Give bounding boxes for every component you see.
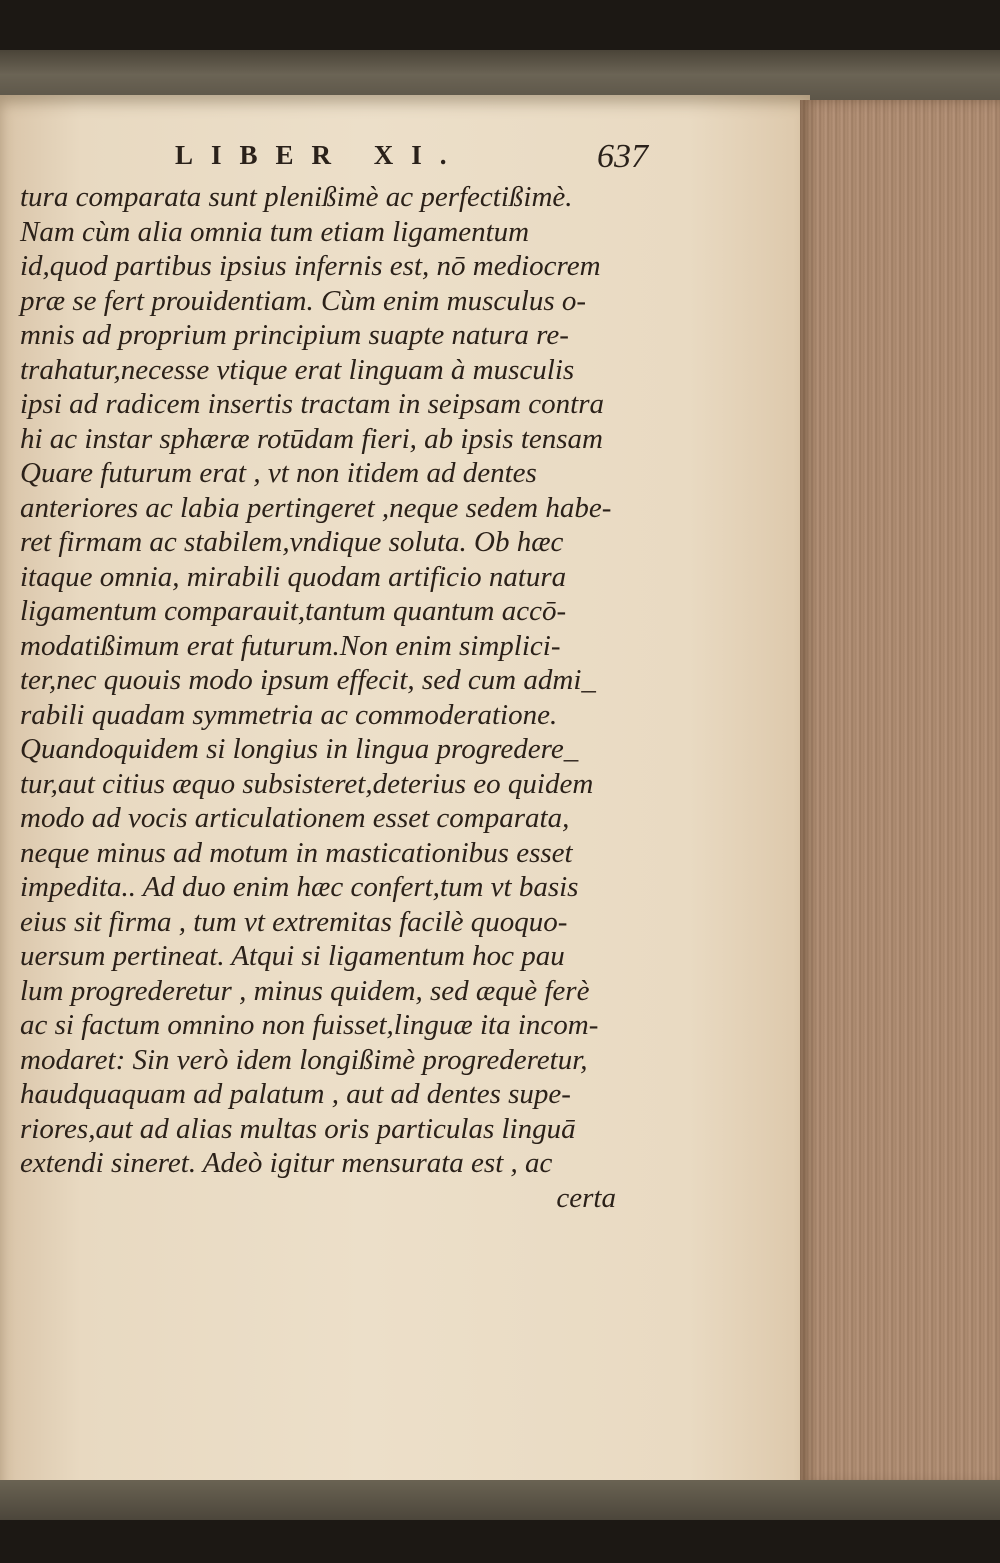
text-line: hi ac instar sphæræ rotūdam fieri, ab ipsis tensam (20, 422, 604, 455)
text-line: Quare futurum erat , vt non itidem ad dentes (20, 457, 537, 489)
text-line: præ se fert prouidentiam. Cùm enim musculus o- (20, 284, 587, 317)
text-line: extendi sineret. Adeò igitur mensurata est , ac (20, 1147, 553, 1179)
text-line: Nam cùm alia omnia tum etiam ligamentum (20, 215, 530, 248)
text-line: modo ad vocis articulationem esset comparata, (20, 802, 570, 834)
catchword: certa (556, 1181, 616, 1214)
text-line: neque minus ad motum in masticationibus esset (20, 836, 573, 869)
book-cover-bottom-edge (0, 1480, 1000, 1520)
text-line: ret firmam ac stabilem,vndique soluta. Ob hæc (20, 526, 564, 558)
text-line: ac si factum omnino non fuisset,linguæ ita incom- (20, 1009, 599, 1041)
text-line: haudquaquam ad palatum , aut ad dentes supe- (20, 1078, 571, 1110)
text-line: riores,aut ad alias multas oris particulas linguā (20, 1112, 576, 1145)
text-line: modatißimum erat futurum.Non enim simplici- (20, 629, 561, 662)
text-line: modaret: Sin verò idem longißimè progrederetur, (20, 1043, 588, 1076)
page-header (20, 138, 660, 178)
text-line: lum progrederetur , minus quidem, sed æquè ferè (20, 974, 590, 1007)
text-line: ipsi ad radicem insertis tractam in seipsam contra (20, 388, 605, 420)
text-line: anteriores ac labia pertingeret ,neque sedem habe- (20, 491, 612, 524)
text-line: id,quod partibus ipsius infernis est, nō mediocrem (20, 250, 601, 282)
page-number: 637 (597, 138, 648, 175)
text-line: uersum pertineat. Atqui si ligamentum hoc pau (20, 940, 565, 972)
text-line: trahatur,necesse vtique erat linguam à musculis (20, 353, 575, 386)
text-line: eius sit firma , tum vt extremitas facilè quoquo- (20, 905, 568, 938)
text-line: Quandoquidem si longius in lingua progredere_ (20, 733, 579, 765)
text-line: rabili quadam symmetria ac commoderatione. (20, 698, 558, 731)
running-head: LIBER XI. (175, 140, 465, 170)
text-line: ter,nec quouis modo ipsum effecit, sed cum admi_ (20, 664, 596, 696)
page-block-fore-edge (800, 100, 1000, 1485)
text-line: impedita.. Ad duo enim hæc confert,tum vt basis (20, 871, 579, 903)
text-line: ligamentum comparauit,tantum quantum accō- (20, 595, 567, 627)
text-line: tura comparata sunt plenißimè ac perfectißimè. (20, 181, 573, 213)
text-line: mnis ad proprium principium suapte natura re- (20, 319, 569, 351)
page-text (20, 180, 630, 1215)
text-line: itaque omnia, mirabili quodam artificio natura (20, 560, 567, 593)
text-line: tur,aut citius æquo subsisteret,deterius eo quidem (20, 767, 594, 800)
